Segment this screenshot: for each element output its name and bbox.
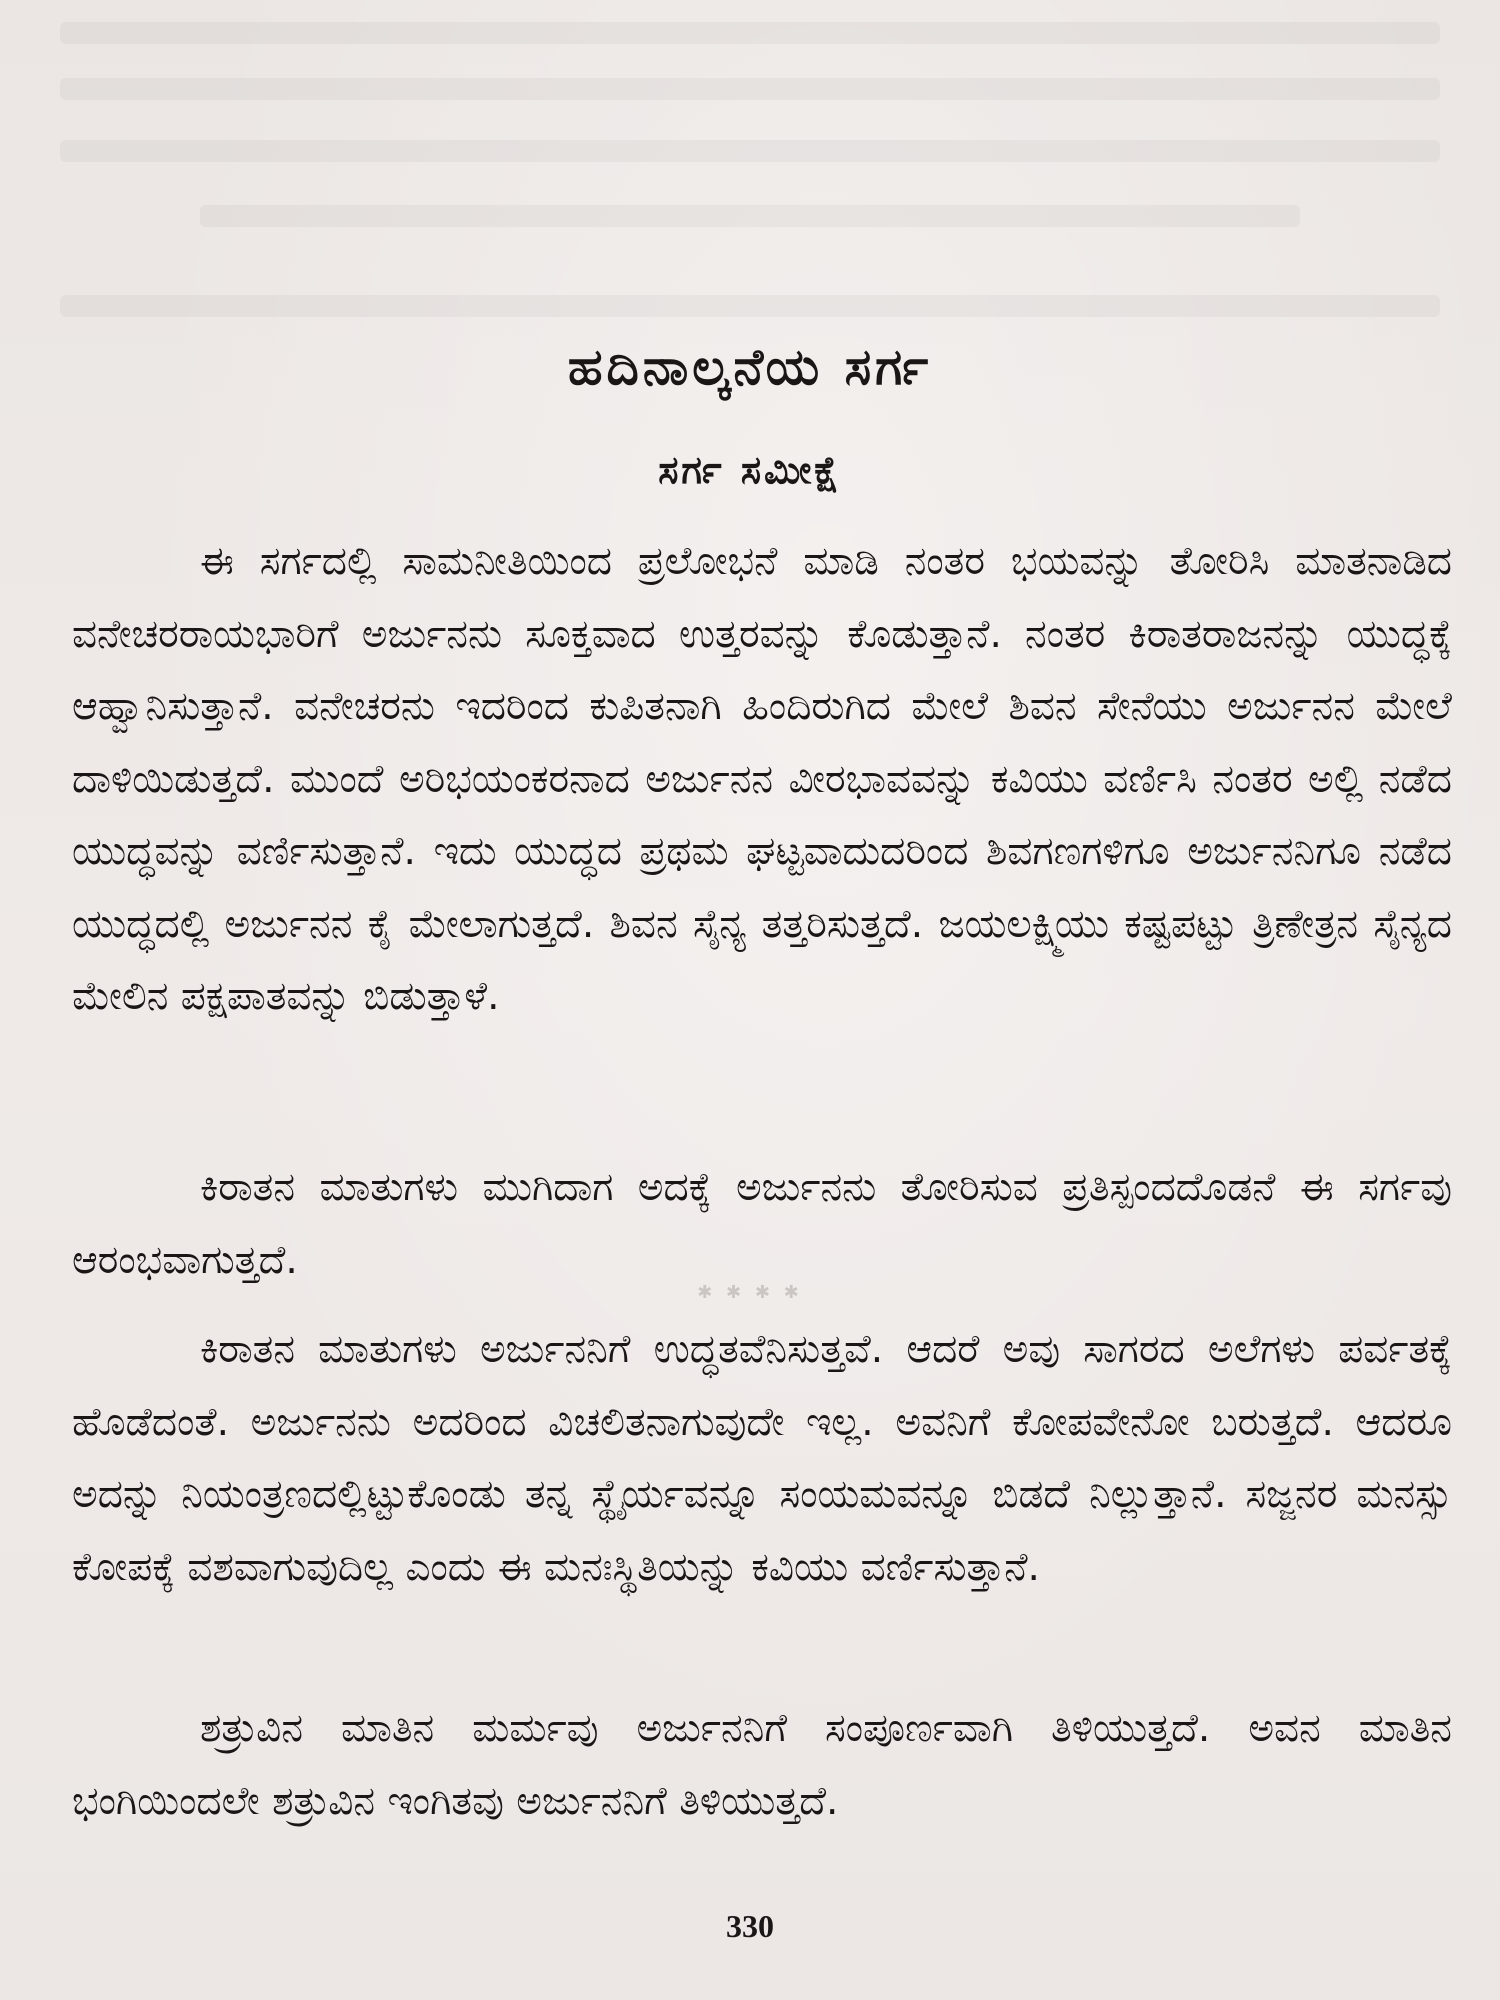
page-number: 330 — [726, 1908, 774, 1944]
chapter-title: ಹದಿನಾಲ್ಕನೆಯ ಸರ್ಗ — [567, 338, 933, 396]
paragraph-2: ಕಿರಾತನ ಮಾತುಗಳು ಮುಗಿದಾಗ ಅದಕ್ಕೆ ಅರ್ಜುನನು ತೋರಿಸುವ ಪ್ರತಿಸ್ಪಂದದೊಡನೆ ಈ ಸರ್ಗವು ಆರಂಭವಾಗುತ್ತದೆ. — [72, 1165, 1452, 1283]
bleed-through-mark — [60, 78, 1440, 100]
bleed-through-mark — [60, 140, 1440, 162]
paragraph-4: ಶತ್ರುವಿನ ಮಾತಿನ ಮರ್ಮವು ಅರ್ಜುನನಿಗೆ ಸಂಪೂರ್ಣವಾಗಿ ತಿಳಿಯುತ್ತದೆ. ಅವನ ಮಾತಿನ ಭಂಗಿಯಿಂದಲೇ ಶತ್ರುವಿನ ಇಂಗಿತವು ಅರ್ಜುನನಿಗೆ ತಿಳಿಯುತ್ತದೆ. — [72, 1706, 1452, 1824]
bleed-through-mark — [60, 22, 1440, 44]
separator-mark: ✱ ✱ ✱ ✱ — [697, 1282, 803, 1303]
paragraph-3: ಕಿರಾತನ ಮಾತುಗಳು ಅರ್ಜುನನಿಗೆ ಉದ್ಧತವೆನಿಸುತ್ತವೆ. ಆದರೆ ಅವು ಸಾಗರದ ಅಲೆಗಳು ಪರ್ವತಕ್ಕೆ ಹೊಡೆದಂತೆ. ಅರ್ಜುನನು ಅದರಿಂದ ವಿಚಲಿತನಾಗುವುದೇ ಇಲ್ಲ. ಅವನಿಗೆ ಕೋಪವೇನೋ ಬರುತ್ತದೆ. ಆದರೂ ಅದನ್ನು ನಿಯಂತ್ರಣದಲ್ಲಿಟ್ಟುಕೊಂಡು ತನ್ನ ಸ್ಥೈರ್ಯವನ್ನೂ ಸಂಯಮವನ್ನೂ ಬಿಡದೆ ನಿಲ್ಲುತ್ತಾನೆ. ಸಜ್ಜನರ ಮನಸ್ಸು ಕೋಪಕ್ಕೆ ವಶವಾಗುವುದಿಲ್ಲ ಎಂದು ಈ ಮನಃಸ್ಥಿತಿಯನ್ನು ಕವಿಯು ವರ್ಣಿಸುತ್ತಾನೆ. — [72, 1327, 1452, 1590]
bleed-through-mark — [60, 295, 1440, 317]
chapter-subtitle: ಸರ್ಗ ಸಮೀಕ್ಷೆ — [658, 448, 842, 492]
paragraph-1: ಈ ಸರ್ಗದಲ್ಲಿ ಸಾಮನೀತಿಯಿಂದ ಪ್ರಲೋಭನೆ ಮಾಡಿ ನಂತರ ಭಯವನ್ನು ತೋರಿಸಿ ಮಾತನಾಡಿದ ವನೇಚರರಾಯಭಾರಿಗೆ ಅರ್ಜುನನು ಸೂಕ್ತವಾದ ಉತ್ತರವನ್ನು ಕೊಡುತ್ತಾನೆ. ನಂತರ ಕಿರಾತರಾಜನನ್ನು ಯುದ್ಧಕ್ಕೆ ಆಹ್ವಾನಿಸುತ್ತಾನೆ. ವನೇಚರನು ಇದರಿಂದ ಕುಪಿತನಾಗಿ ಹಿಂದಿರುಗಿದ ಮೇಲೆ ಶಿವನ ಸೇನೆಯು ಅರ್ಜುನನ ಮೇಲೆ ದಾಳಿಯಿಡುತ್ತದೆ. ಮುಂದೆ ಅರಿಭಯಂಕರನಾದ ಅರ್ಜುನನ ವೀರಭಾವವನ್ನು ಕವಿಯು ವರ್ಣಿಸಿ ನಂತರ ಅಲ್ಲಿ ನಡೆದ ಯುದ್ಧವನ್ನು ವರ್ಣಿಸುತ್ತಾನೆ. ಇದು ಯುದ್ಧದ ಪ್ರಥಮ ಘಟ್ಟವಾದುದರಿಂದ ಶಿವಗಣಗಳಿಗೂ ಅರ್ಜುನನಿಗೂ ನಡೆದ ಯುದ್ಧದಲ್ಲಿ ಅರ್ಜುನನ ಕೈ ಮೇಲಾಗುತ್ತದೆ. ಶಿವನ ಸೈನ್ಯ ತತ್ತರಿಸುತ್ತದೆ. ಜಯಲಕ್ಷ್ಮಿಯು ಕಷ್ಟಪಟ್ಟು ತ್ರಿಣೇತ್ರನ ಸೈನ್ಯದ ಮೇಲಿನ ಪಕ್ಷಪಾತವನ್ನು ಬಿಡುತ್ತಾಳೆ. — [72, 539, 1452, 1019]
bleed-through-mark — [200, 205, 1300, 227]
